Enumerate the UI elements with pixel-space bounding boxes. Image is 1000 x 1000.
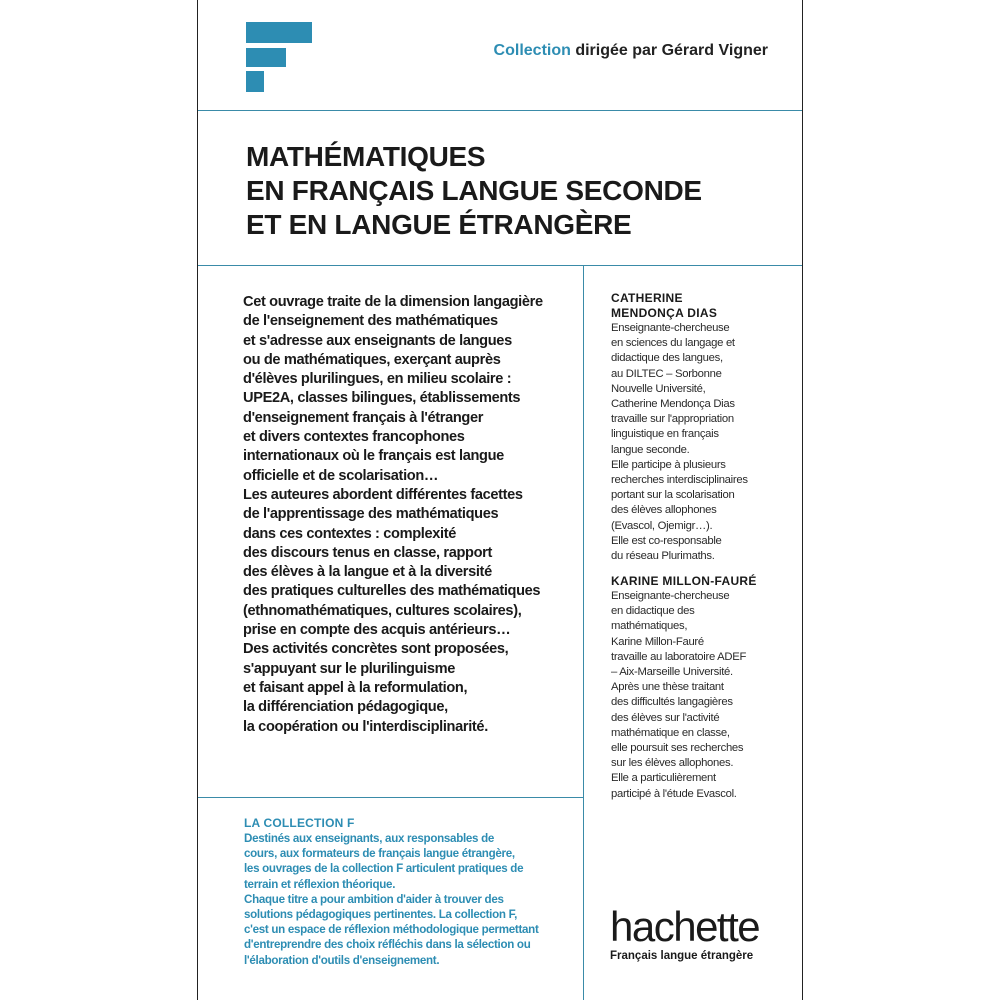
bio-line: Catherine Mendonça Dias	[611, 398, 735, 411]
bio-line: Elle est co-responsable	[611, 534, 722, 547]
author-name	[611, 574, 791, 589]
bio-line: linguistique en français	[611, 428, 719, 441]
description-line: des élèves à la langue et à la diversité	[243, 564, 492, 581]
description-line: s'appuyant sur le plurilinguisme	[243, 660, 456, 677]
collection-line: Destinés aux enseignants, aux responsables de	[244, 832, 495, 845]
bio-line: mathématiques,	[611, 620, 688, 633]
description-line: Cet ouvrage traite de la dimension langagière	[243, 294, 543, 310]
collection-line: l'élaboration d'outils d'enseignement.	[244, 953, 440, 967]
collection-line: d'entreprendre des choix réfléchis dans la sélection ou	[244, 938, 531, 952]
collection-line: les ouvrages de la collection F articulent pratiques de	[244, 862, 524, 876]
author-name	[611, 291, 791, 321]
collection-f-logo-icon	[246, 22, 312, 92]
description-line: dans ces contextes : complexité	[243, 525, 457, 542]
book-description	[243, 293, 583, 737]
bio-line: Après une thèse traitant	[611, 681, 724, 694]
bio-line: participé à l'étude Evascol.	[611, 787, 737, 800]
divider-top	[198, 110, 802, 111]
description-line: ou de mathématiques, exerçant auprès	[243, 351, 501, 368]
collection-director-line	[494, 42, 768, 60]
publisher-name: hachette	[610, 903, 760, 950]
description-line: d'élèves plurilingues, en milieu scolaire :	[243, 371, 512, 388]
bio-line: sur les élèves allophones.	[611, 757, 734, 770]
bio-line: Elle a particulièrement	[611, 772, 716, 785]
description-line: la coopération ou l'interdisciplinarité.	[243, 718, 488, 735]
title-line: ET EN LANGUE ÉTRANGÈRE	[246, 209, 632, 240]
collection-description	[244, 816, 584, 968]
bio-line: Elle participe à plusieurs	[611, 458, 726, 471]
author-karine-millon-faure	[611, 574, 791, 802]
bio-line: des élèves allophones	[611, 504, 717, 517]
divider-title	[198, 265, 802, 266]
collection-line: c'est un espace de réflexion méthodologique permettant	[244, 923, 539, 937]
description-line: UPE2A, classes bilingues, établissements	[243, 390, 521, 407]
bio-line: au DILTEC – Sorbonne	[611, 367, 722, 380]
back-cover	[197, 0, 803, 1000]
collection-director: dirigée par Gérard Vigner	[570, 42, 768, 59]
bio-line: travaille sur l'appropriation	[611, 413, 734, 426]
description-line: et s'adresse aux enseignants de langues	[243, 332, 512, 349]
author-catherine-mendonca-dias	[611, 291, 791, 564]
book-title	[246, 140, 786, 242]
bio-line: didactique des langues,	[611, 352, 723, 365]
bio-line: elle poursuit ses recherches	[611, 742, 744, 755]
bio-line: Nouvelle Université,	[611, 382, 706, 395]
bio-line: (Evascol, Ojemigr…).	[611, 519, 713, 532]
title-line: EN FRANÇAIS LANGUE SECONDE	[246, 175, 702, 206]
collection-line: terrain et réflexion théorique.	[244, 877, 396, 891]
description-line: d'enseignement français à l'étranger	[243, 409, 484, 426]
collection-word: Collection	[493, 42, 571, 59]
bio-line: en sciences du langage et	[611, 337, 735, 350]
description-line: Les auteures abordent différentes facettes	[243, 486, 523, 503]
author-bio	[611, 321, 791, 564]
bio-line: en didactique des	[611, 605, 695, 618]
bio-line: mathématique en classe,	[611, 726, 730, 739]
description-line: de l'enseignement des mathématiques	[243, 313, 498, 330]
description-line: Des activités concrètes sont proposées,	[243, 641, 509, 658]
bio-line: Karine Millon-Fauré	[611, 635, 704, 648]
description-line: officielle et de scolarisation…	[243, 467, 439, 484]
bio-line: portant sur la scolarisation	[611, 489, 735, 502]
description-line: internationaux où le français est langue	[243, 448, 504, 465]
bio-line: recherches interdisciplinaires	[611, 474, 748, 487]
bio-line: des élèves sur l'activité	[611, 711, 720, 724]
collection-line: solutions pédagogiques pertinentes. La collection F,	[244, 908, 517, 922]
bio-line: – Aix-Marseille Université.	[611, 666, 733, 679]
description-line: prise en compte des acquis antérieurs…	[243, 622, 511, 639]
description-line: des pratiques culturelles des mathématiques	[243, 583, 541, 600]
bio-line: travaille au laboratoire ADEF	[611, 650, 747, 663]
divider-collection	[198, 797, 583, 798]
author-name-line: KARINE MILLON-FAURÉ	[611, 574, 757, 588]
bio-line: des difficultés langagières	[611, 696, 733, 709]
description-line: des discours tenus en classe, rapport	[243, 544, 493, 561]
collection-line: cours, aux formateurs de français langue étrangère,	[244, 847, 515, 861]
bio-line: Enseignante-chercheuse	[611, 322, 730, 334]
description-line: la différenciation pédagogique,	[243, 699, 448, 716]
description-line: et faisant appel à la reformulation,	[243, 679, 468, 696]
author-name-line: CATHERINE	[611, 291, 683, 305]
author-bio	[611, 589, 791, 802]
bio-line: du réseau Plurimaths.	[611, 550, 715, 563]
collection-heading: LA COLLECTION F	[244, 816, 355, 830]
bio-line: langue seconde.	[611, 443, 690, 456]
title-line: MATHÉMATIQUES	[246, 141, 486, 172]
author-name-line: MENDONÇA DIAS	[611, 306, 718, 320]
publisher-subtitle: Français langue étrangère	[610, 950, 754, 962]
description-line: de l'apprentissage des mathématiques	[243, 506, 499, 523]
bio-line: Enseignante-chercheuse	[611, 590, 730, 602]
publisher-logo	[610, 905, 759, 963]
description-line: et divers contextes francophones	[243, 429, 465, 446]
collection-line: Chaque titre a pour ambition d'aider à trouver des	[244, 892, 504, 906]
description-line: (ethnomathématiques, cultures scolaires),	[243, 602, 522, 619]
collection-body	[244, 831, 584, 968]
